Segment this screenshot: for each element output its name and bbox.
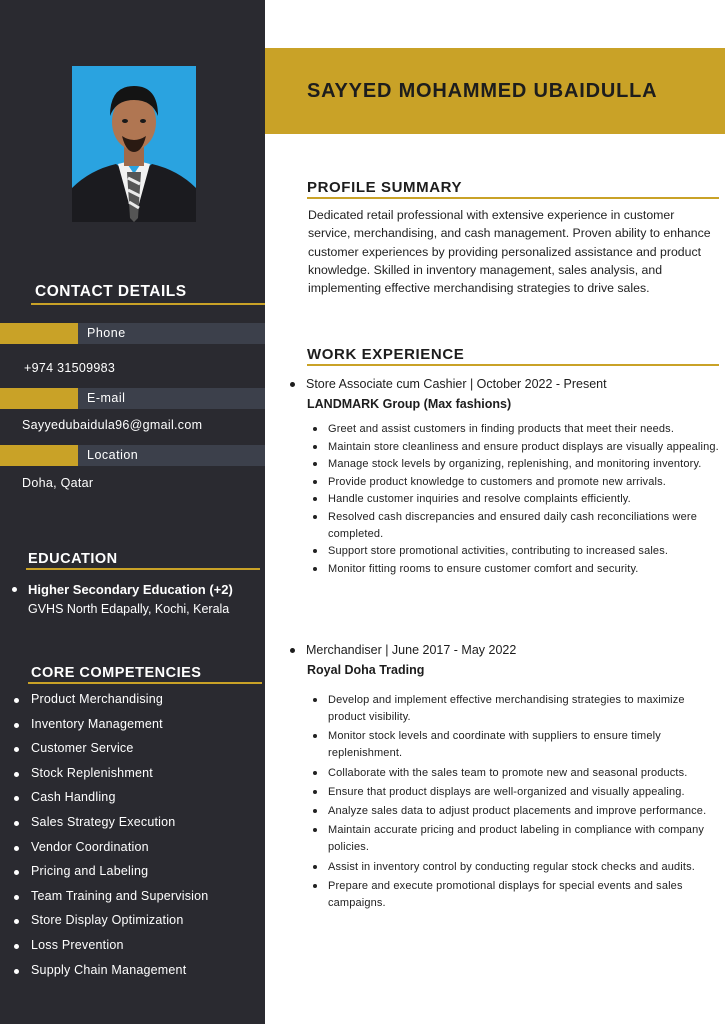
email-bar-accent	[0, 388, 78, 409]
list-item: Store Display Optimization	[14, 913, 262, 938]
list-item: Supply Chain Management	[14, 963, 262, 988]
list-item: Ensure that product displays are well-organized and visually appealing.	[313, 784, 719, 801]
list-item: Product Merchandising	[14, 692, 262, 717]
phone-label-bar	[0, 323, 265, 344]
education-bullet-icon	[12, 587, 17, 592]
experience-heading-rule	[307, 364, 719, 366]
competencies-list	[14, 692, 262, 987]
education-title: Higher Secondary Education (+2)	[28, 582, 233, 597]
list-item: Monitor stock levels and coordinate with suppliers to ensure timely replenishment.	[313, 728, 719, 762]
list-item: Maintain store cleanliness and ensure product displays are visually appealing.	[313, 439, 719, 456]
phone-bar-accent	[0, 323, 78, 344]
list-item: Pricing and Labeling	[14, 864, 262, 889]
phone-value: +974 31509983	[24, 361, 116, 375]
list-item: Develop and implement effective merchandising strategies to maximize product visibility.	[313, 692, 719, 726]
email-value[interactable]: Sayyedubaidula96@gmail.com	[22, 418, 203, 432]
list-item: Resolved cash discrepancies and ensured daily cash reconciliations were completed.	[313, 509, 719, 543]
email-label-bar	[0, 388, 265, 409]
phone-label: Phone	[87, 326, 126, 340]
competencies-heading-rule	[28, 682, 262, 684]
job-duties-2	[313, 692, 719, 914]
job-bullet-icon	[290, 648, 295, 653]
job-company: LANDMARK Group (Max fashions)	[307, 397, 512, 411]
profile-heading: PROFILE SUMMARY	[307, 179, 463, 196]
list-item: Sales Strategy Execution	[14, 815, 262, 840]
list-item: Analyze sales data to adjust product placements and improve performance.	[313, 803, 719, 820]
education-entry	[12, 582, 262, 616]
location-label: Location	[87, 448, 139, 462]
job-bullet-icon	[290, 382, 295, 387]
list-item: Team Training and Supervision	[14, 889, 262, 914]
list-item: Stock Replenishment	[14, 766, 262, 791]
list-item: Handle customer inquiries and resolve complaints efficiently.	[313, 491, 719, 508]
competencies-heading: CORE COMPETENCIES	[31, 665, 202, 681]
education-item	[12, 582, 262, 616]
profile-summary-text: Dedicated retail professional with extensive experience in customer service, merchandising, and cash management. Proven ability to enhance customer experiences by providing personalized assistance and product knowledge. Skilled in inventory management, sales analysis, and implementing effective merchandising strategies to drive sales.	[308, 208, 711, 296]
list-item: Provide product knowledge to customers and promote new arrivals.	[313, 474, 719, 491]
list-item: Vendor Coordination	[14, 840, 262, 865]
list-item: Customer Service	[14, 741, 262, 766]
list-item: Assist in inventory control by conducting regular stock checks and audits.	[313, 859, 719, 876]
location-label-bar	[0, 445, 265, 466]
job-role: Store Associate cum Cashier | October 2022 - Present	[306, 377, 607, 391]
profile-heading-rule	[307, 197, 719, 199]
contact-heading: CONTACT DETAILS	[35, 283, 187, 300]
name-banner	[265, 48, 725, 134]
job-role: Merchandiser | June 2017 - May 2022	[306, 643, 517, 657]
education-school: GVHS North Edapally, Kochi, Kerala	[28, 602, 230, 616]
location-bar-accent	[0, 445, 78, 466]
list-item: Manage stock levels by organizing, replenishing, and monitoring inventory.	[313, 456, 719, 473]
list-item: Support store promotional activities, contributing to increased sales.	[313, 543, 719, 560]
list-item: Prepare and execute promotional displays for special events and sales campaigns.	[313, 878, 719, 912]
email-label: E-mail	[87, 391, 126, 405]
experience-heading: WORK EXPERIENCE	[307, 346, 465, 363]
job-company: Royal Doha Trading	[307, 663, 425, 677]
profile-photo-image	[72, 66, 196, 222]
list-item: Maintain accurate pricing and product labeling in compliance with company policies.	[313, 822, 719, 856]
education-heading: EDUCATION	[28, 551, 118, 567]
profile-photo	[72, 66, 196, 222]
list-item: Collaborate with the sales team to promote new and seasonal products.	[313, 765, 719, 782]
list-item: Inventory Management	[14, 717, 262, 742]
list-item: Loss Prevention	[14, 938, 262, 963]
sidebar	[0, 0, 265, 1024]
list-item: Greet and assist customers in finding products that meet their needs.	[313, 421, 719, 438]
contact-heading-rule	[31, 303, 265, 305]
list-item: Monitor fitting rooms to ensure customer comfort and security.	[313, 561, 719, 578]
education-heading-rule	[26, 568, 260, 570]
list-item: Cash Handling	[14, 790, 262, 815]
candidate-name: SAYYED MOHAMMED UBAIDULLA	[307, 80, 658, 102]
location-value: Doha, Qatar	[22, 476, 94, 490]
job-duties-1	[313, 421, 719, 578]
